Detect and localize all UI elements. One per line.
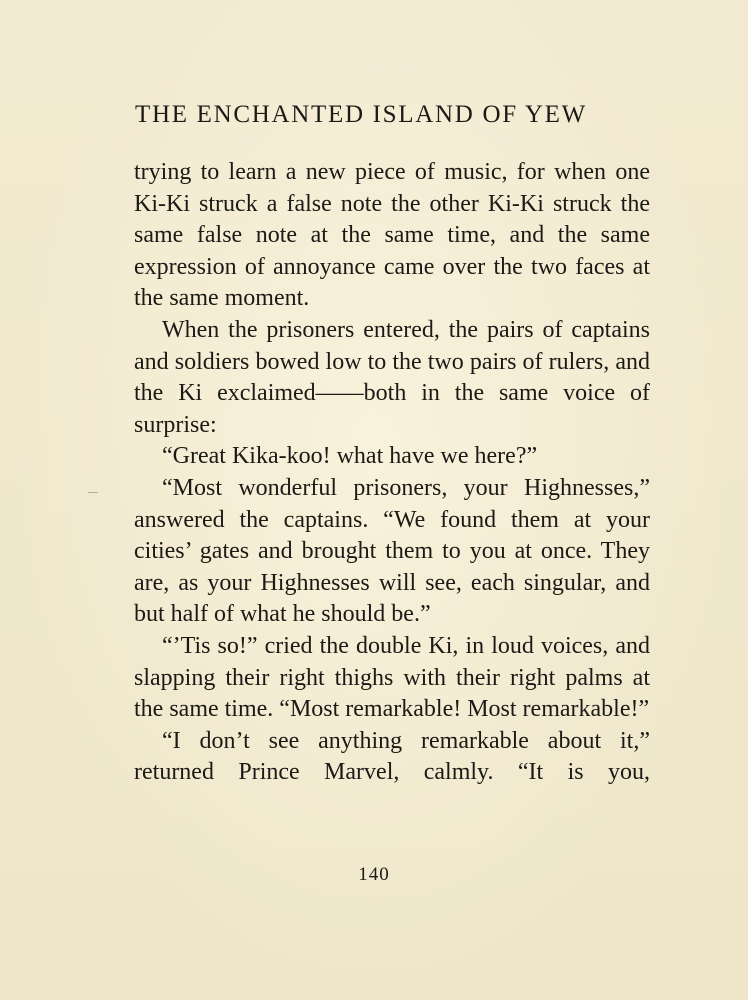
paragraph: “’Tis so!” cried the double Ki, in loud voices, and slapping their right thighs with their right palms at the same time. “Most remarkable! Most remarkable!” bbox=[134, 632, 650, 723]
paragraph: When the prisoners entered, the pairs of captains and soldiers bowed low to the two pairs of rulers, and the Ki exclaimed——both in the same voice of surprise: bbox=[134, 316, 650, 438]
paragraph: “Most wonderful prisoners, your Highnesses,” answered the captains. “We found them at your cities’ gates and brought them to you at once. They are, as your Highnesses will see, each singular, and but half of what he should be.” bbox=[134, 474, 650, 628]
running-title: THE ENCHANTED ISLAND OF YEW bbox=[135, 101, 587, 128]
page-number: 140 bbox=[358, 864, 390, 885]
paper-speck bbox=[88, 492, 98, 493]
paragraph-continues: “I don’t see anything remarkable about it,” returned Prince Marvel, calmly. “It is you, bbox=[134, 727, 650, 786]
paragraph: “Great Kika-koo! what have we here?” bbox=[162, 443, 538, 470]
body-text bbox=[134, 157, 650, 789]
paragraph-continued: trying to learn a new piece of music, for when one Ki-Ki struck a false note the other Ki-Ki struck the same false note at the same time, and the same expression of annoyance came over the two faces at the same moment. bbox=[134, 159, 650, 312]
